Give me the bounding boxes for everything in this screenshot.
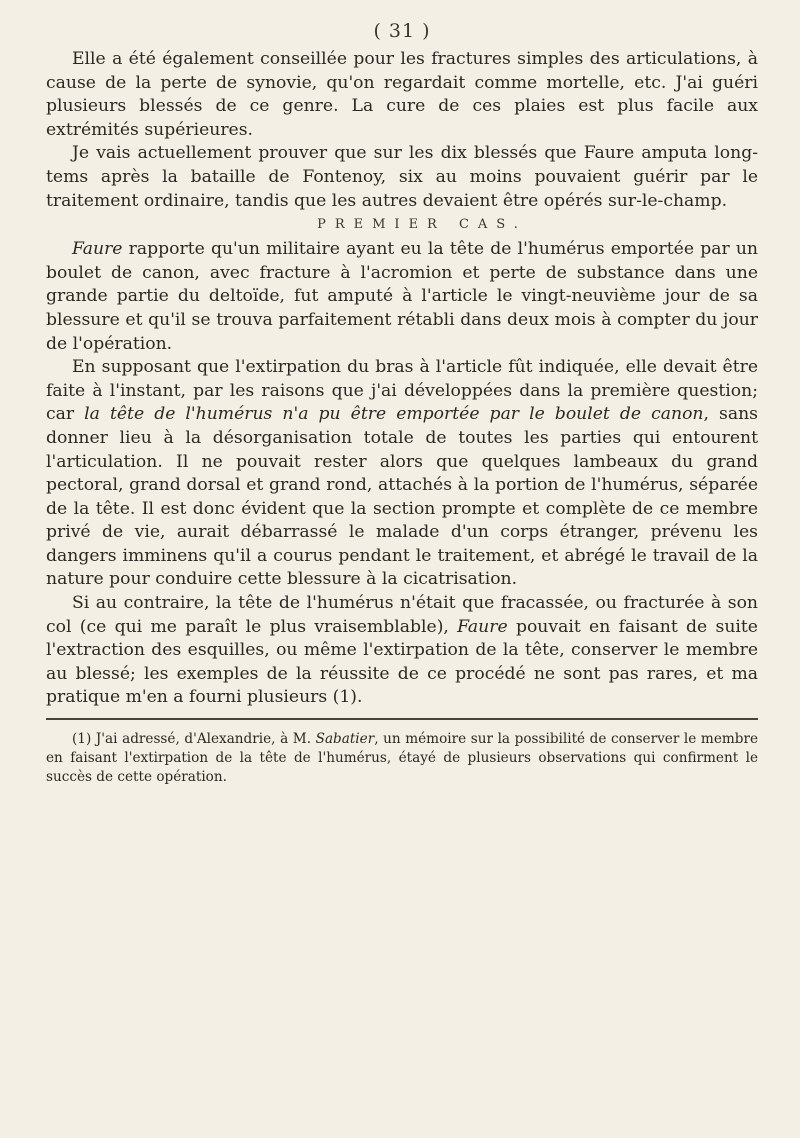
footnote-name: Sabatier (315, 731, 375, 748)
author-name: Faure (72, 239, 123, 260)
paragraph-2: Je vais actuellement prouver que sur les dix blessés que Faure amputa long-tems après la bataille de Fontenoy, six au moins pouvaient guérir par le traitement ordinaire, tandis que les autres devaient être opérés sur-le-champ. (46, 143, 758, 211)
page-number: ( 31 ) (373, 20, 431, 42)
paragraph-5-rest: pouvait en faisant de suite l'extraction des esquilles, ou même l'extirpation de la tête, conserver le membre au blessé; les exemples de la réussite de ce procédé ne sont pas rares, et ma pratique m'en a fourni plusieurs (1). (46, 616, 758, 708)
footnote-divider (46, 718, 758, 720)
footnote (46, 730, 758, 787)
paragraph-3 (46, 238, 758, 356)
footnote-rest: , un mémoire sur la possibilité de conserver le membre en faisant l'extirpation de la tête de l'humérus, étayé de plusieurs observations qui confirment le succès de cette opération. (46, 731, 758, 786)
author-name-2: Faure (457, 616, 508, 637)
quoted-phrase: la tête de l'humérus n'a pu être emportée par le boulet de canon (84, 404, 704, 425)
paragraph-4 (46, 356, 758, 592)
paragraph-4-rest: , sans donner lieu à la désorganisation totale de toutes les parties qui entourent l'articulation. Il ne pouvait rester alors que quelques lambeaux du grand pectoral, grand dorsal et grand rond, attachés à la portion de l'humérus, séparée de la tête. Il est donc évident que la section prompte et complète de ce membre privé de vie, aurait débarrassé le malade d'un corps étranger, prévenu les dangers imminens qu'il a courus pendant le traitement, et abrégé le travail de la nature pour conduire cette blessure à la cicatrisation. (46, 404, 758, 590)
paragraph-5-start: Si au contraire, la tête de l'humérus n'était que fracassée, ou fracturée à son col (ce qui me paraît le plus vraisemblable), (46, 593, 758, 637)
paragraph-5 (46, 592, 758, 710)
footnote-start: (1) J'ai adressé, d'Alexandrie, à M. (72, 731, 316, 748)
section-heading: PREMIER CAS. (317, 217, 527, 233)
paragraph-3-text: rapporte qu'un militaire ayant eu la tête de l'humérus emportée par un boulet de canon, avec fracture à l'acromion et perte de substance dans une grande partie du deltoïde, fut amputé à l'article le vingt-neuvième jour de sa blessure et qu'il se trouva parfaitement rétabli dans deux mois à compter du jour de l'opération. (46, 239, 758, 354)
paragraph-1: Elle a été également conseillée pour les fractures simples des articulations, à cause de la perte de synovie, qu'on regardait comme mortelle, etc. J'ai guéri plusieurs blessés de ce genre. La cure de ces plaies est plus facile aux extrémités supérieures. (46, 49, 758, 140)
paragraph-4-start: En supposant que l'extirpation du bras à l'article fût indiquée, elle devait être faite à l'instant, par les raisons que j'ai développées dans la première question; car (46, 357, 758, 425)
